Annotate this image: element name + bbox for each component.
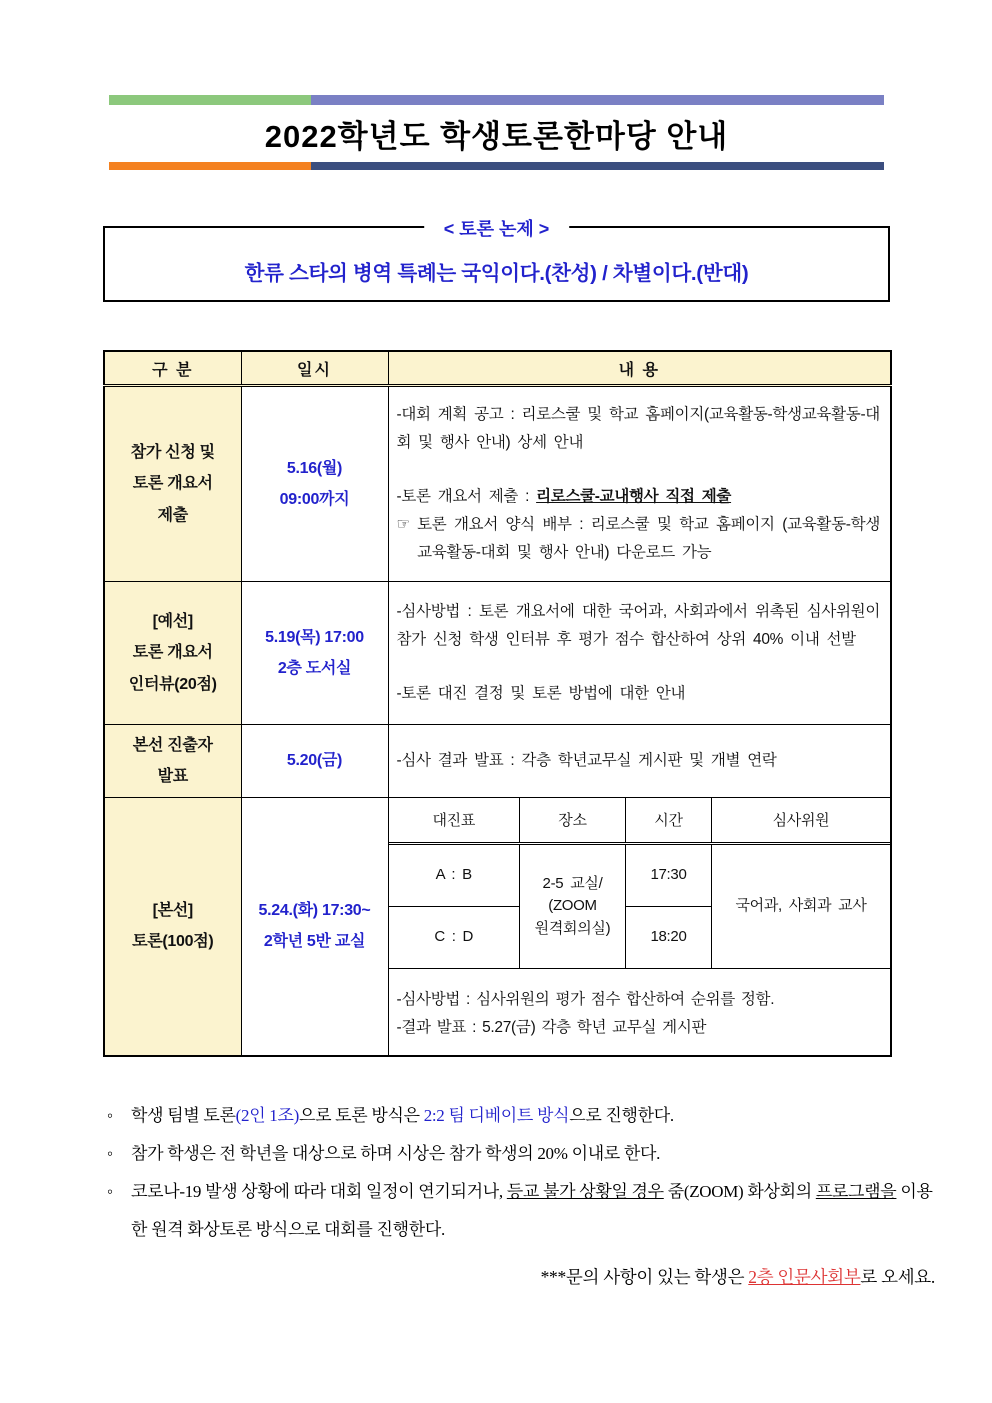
bottom-bar-orange-segment — [109, 162, 311, 170]
category-line: 본선 진출자 — [132, 736, 213, 754]
content-paragraph — [397, 483, 881, 511]
match-table-header-row — [389, 798, 891, 844]
row-preliminary — [104, 582, 891, 725]
bullet-icon: ◦ — [107, 1105, 113, 1125]
match-1: A : B — [389, 844, 520, 907]
row-preliminary-category — [104, 582, 241, 725]
bullet-text-segment: 으로 토론 방식은 — [298, 1105, 424, 1125]
debate-topic-legend: < 토론 논제 > — [424, 215, 570, 241]
datetime-line: 5.20(금) — [286, 752, 343, 770]
bullet-item-covid — [103, 1173, 938, 1250]
bullet-text-segment: 줌(ZOOM) 화상회의 — [663, 1182, 816, 1201]
category-line: [본선] — [152, 902, 193, 920]
bullet-icon: ◦ — [107, 1182, 113, 1201]
bullet-text: 참가 학생은 전 학년을 대상으로 하며 시상은 참가 학생의 20% 이내로 한다. — [131, 1143, 661, 1163]
top-bar-green-segment — [109, 95, 311, 105]
row-application-datetime — [241, 386, 388, 582]
header-judges: 심사위원 — [712, 798, 891, 844]
bottom-bar-navy-segment — [311, 162, 885, 170]
announcement-document — [103, 0, 935, 1289]
row-final-content — [388, 798, 891, 1056]
header-bracket: 대진표 — [389, 798, 520, 844]
row-final-datetime — [241, 798, 388, 1056]
match-1-time: 17:30 — [626, 844, 712, 907]
match-place — [520, 844, 626, 969]
schedule-table — [103, 350, 892, 1057]
bullet-text-segment: 으로 진행한다. — [569, 1105, 674, 1125]
top-bar-purple-segment — [311, 95, 885, 105]
title-top-bar — [109, 95, 884, 105]
bullet-text-segment-blue: (2인 1조) — [235, 1105, 299, 1125]
notice-bullet-list — [103, 1097, 938, 1250]
submit-label: -토론 개요서 제출 : — [396, 488, 537, 506]
row-finalists-datetime — [241, 725, 388, 798]
row-preliminary-datetime — [241, 582, 388, 725]
final-note-line: -결과 발표 : 5.27(금) 각층 학년 교무실 게시판 — [396, 1018, 707, 1036]
row-application-content — [388, 386, 891, 582]
content-paragraph: -토론 대진 결정 및 토론 방법에 대한 안내 — [396, 684, 686, 702]
bullet-text-segment: 코로나-19 발생 상황에 따라 대회 일정이 연기되거나, — [131, 1182, 507, 1201]
bullet-text-segment: 이용한 원격 화상토론 방식으로 대회를 진행한다. — [131, 1182, 933, 1240]
debate-topic-statement: 한류 스타의 병역 특례는 국익이다.(찬성) / 차별이다.(반대) — [244, 262, 749, 285]
debate-topic-box — [103, 219, 890, 302]
datetime-line: 09:00까지 — [279, 491, 350, 508]
row-application — [104, 386, 891, 582]
bullet-text-segment-underline: 프로그램을 — [815, 1182, 897, 1201]
row-finalists-category — [104, 725, 241, 798]
header-category: 구 분 — [104, 351, 241, 386]
contact-note-prefix: ***문의 사항이 있는 학생은 — [540, 1266, 749, 1287]
category-line: 제출 — [157, 506, 188, 524]
category-line: 토론 개요서 — [132, 475, 213, 493]
bullet-item-eligibility — [103, 1135, 938, 1173]
match-judges: 국어과, 사회과 교사 — [712, 844, 891, 969]
content-paragraph: -심사방법 : 토론 개요서에 대한 국어과, 사회과에서 위촉된 심사위원이 참가 신청 학생 인터뷰 후 평가 점수 합산하여 상위 40% 이내 선발 — [396, 603, 880, 649]
place-line: 2-5 교실/ — [542, 874, 603, 892]
category-line: 참가 신청 및 — [130, 444, 215, 462]
row-application-category — [104, 386, 241, 582]
final-note-line: -심사방법 : 심사위원의 평가 점수 합산하여 순위를 정함. — [396, 991, 775, 1008]
row-final — [104, 798, 891, 1056]
match-2: C : D — [389, 907, 520, 969]
bullet-item-debate-format — [103, 1097, 938, 1135]
contact-note — [103, 1264, 935, 1289]
bullet-text — [131, 1097, 674, 1135]
datetime-line: 5.16(월) — [286, 459, 343, 477]
schedule-table-header-row — [104, 351, 891, 386]
row-finalists-content — [388, 725, 891, 798]
row-finalists — [104, 725, 891, 798]
form-distribution-text: 토론 개요서 양식 배부 : 리로스쿨 및 학교 홈페이지 (교육활동-학생교육활동-대회 및 행사 안내) 다운로드 가능 — [417, 515, 880, 561]
category-line: 토론 개요서 — [132, 644, 213, 662]
place-line: (ZOOM — [548, 897, 597, 915]
category-line: 토론(100점) — [132, 933, 214, 951]
category-line: 인터뷰(20점) — [128, 675, 217, 693]
title-bottom-bar — [109, 162, 884, 170]
submit-method-emphasis: 리로스쿨-교내행사 직접 제출 — [536, 488, 732, 506]
final-match-table — [389, 798, 891, 969]
datetime-line: 2학년 5반 교실 — [263, 933, 366, 951]
header-place: 장소 — [520, 798, 626, 844]
content-paragraph — [397, 511, 881, 567]
content-paragraph: -대회 계획 공고 : 리로스쿨 및 학교 홈페이지(교육활동-학생교육활동-대회 및 행사 안내) 상세 안내 — [396, 406, 880, 452]
contact-note-suffix: 로 오세요. — [860, 1266, 935, 1287]
bullet-text-segment: 학생 팀별 토론 — [131, 1105, 236, 1125]
final-notes — [389, 969, 891, 1042]
header-time: 시간 — [626, 798, 712, 844]
bullet-text-segment-blue: 2:2 팀 디베이트 방식 — [423, 1105, 570, 1125]
category-line: [예선] — [152, 613, 193, 631]
content-paragraph: -심사 결과 발표 : 각층 학년교무실 게시판 및 개별 연락 — [396, 752, 777, 770]
datetime-line: 5.24.(화) 17:30~ — [258, 902, 371, 920]
bullet-icon: ◦ — [107, 1143, 113, 1163]
header-content: 내 용 — [388, 351, 891, 386]
datetime-line: 5.19(목) 17:00 — [265, 628, 364, 646]
header-datetime: 일시 — [241, 351, 388, 386]
contact-note-location: 2층 인문사회부 — [748, 1266, 861, 1287]
bullet-text-segment-underline: 등교 불가 상황일 경우 — [506, 1182, 664, 1201]
match-row-1 — [389, 844, 891, 907]
match-2-time: 18:20 — [626, 907, 712, 969]
pointing-hand-icon: ☞ — [396, 515, 411, 533]
place-line: 원격회의실) — [534, 919, 611, 937]
row-final-category — [104, 798, 241, 1056]
bullet-text — [131, 1173, 938, 1250]
page-title: 2022학년도 학생토론한마당 안내 — [264, 119, 729, 154]
row-preliminary-content — [388, 582, 891, 725]
datetime-line: 2층 도서실 — [277, 660, 352, 677]
category-line: 발표 — [157, 768, 188, 785]
